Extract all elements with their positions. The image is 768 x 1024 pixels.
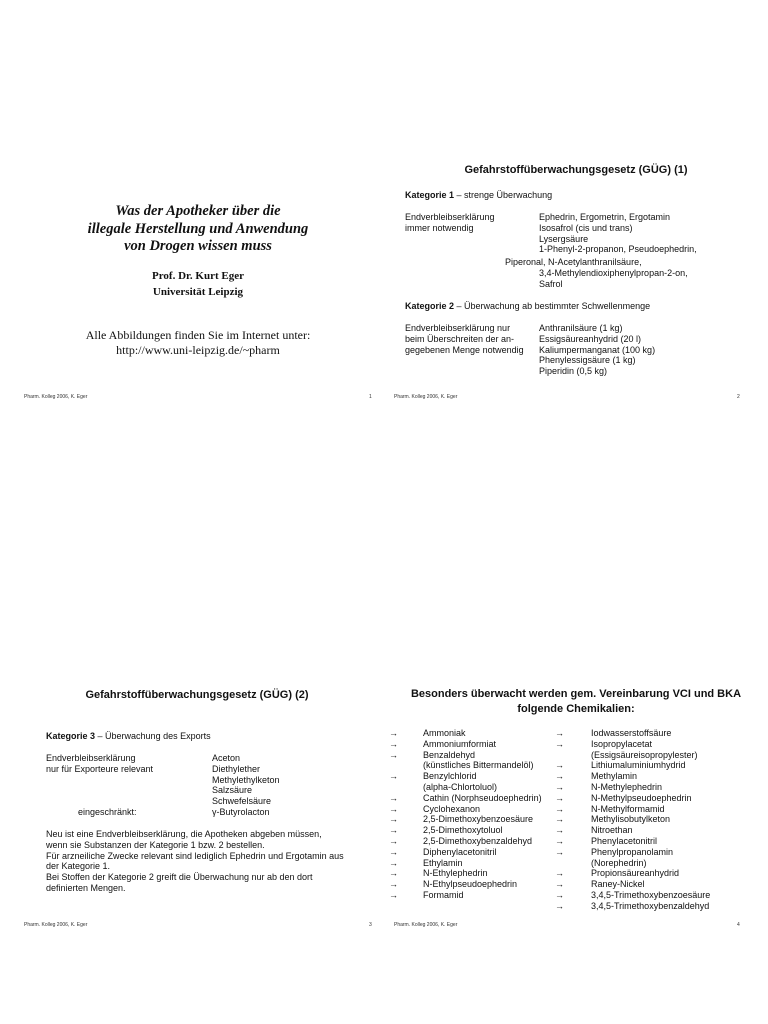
restricted-label: eingeschränkt: bbox=[78, 807, 137, 817]
substance-line: Ephedrin, Ergometrin, Ergotamin bbox=[539, 212, 671, 222]
substance-line: 1-Phenyl-2-propanon, Pseudoephedrin, bbox=[539, 244, 697, 255]
substance-line: Salzsäure bbox=[212, 785, 253, 796]
chemical-name: Cyclohexanon bbox=[423, 803, 481, 814]
requirement-line: Endverbleibserklärung bbox=[46, 753, 136, 763]
page-number: 2 bbox=[737, 394, 740, 400]
footer-left: Pharm. Kolleg 2006, K. Eger bbox=[24, 394, 88, 400]
arrow-icon: → bbox=[555, 803, 564, 814]
category-label: Kategorie 1 bbox=[405, 190, 455, 200]
requirement-line: nur für Exporteure relevant bbox=[46, 763, 154, 774]
slide-4-heading-line-2: folgende Chemikalien: bbox=[517, 703, 635, 715]
paragraph-line: Bei Stoffen der Kategorie 2 greift die Überwachung nur ab den dort bbox=[46, 872, 313, 883]
category-2-substances bbox=[539, 323, 655, 377]
category-description: – strenge Überwachung bbox=[454, 190, 553, 200]
slide-4-heading-line-1: Besonders überwacht werden gem. Vereinbarung VCI und BKA bbox=[410, 688, 742, 700]
substance-line: Piperonal, N-Acetylanthranilsäure, bbox=[505, 257, 642, 267]
chemical-name: Raney-Nickel bbox=[591, 879, 645, 890]
chemical-name: Ammoniumformiat bbox=[423, 738, 497, 749]
slide-3-heading: Gefahrstoffüberwachungsgesetz (GÜG) (2) bbox=[85, 689, 309, 701]
paragraph-line: der Kategorie 1. bbox=[46, 861, 111, 872]
chemical-name: (künstliches Bittermandelöl) bbox=[423, 760, 534, 771]
substance-line: 3,4-Methylendioxiphenylpropan-2-on, bbox=[539, 268, 688, 278]
page-number: 3 bbox=[369, 922, 372, 928]
requirement-line: Endverbleibserklärung nur bbox=[405, 323, 511, 333]
arrow-icon: → bbox=[389, 749, 398, 760]
page-number: 1 bbox=[369, 394, 372, 400]
slide-1 bbox=[0, 0, 384, 410]
chemical-name: Isopropylacetat bbox=[591, 738, 653, 749]
requirement-line: immer notwendig bbox=[405, 222, 474, 233]
chemical-name: Propionsäureanhydrid bbox=[591, 868, 680, 879]
paragraph-line: wenn sie Substanzen der Kategorie 1 bzw. 2 bestellen. bbox=[46, 839, 265, 850]
category-label: Kategorie 3 bbox=[46, 731, 96, 741]
arrow-icon: → bbox=[389, 825, 398, 836]
arrow-icon: → bbox=[389, 728, 398, 738]
chemical-name: N-Methylpseudoephedrin bbox=[591, 792, 692, 803]
chemical-name: N-Ethylpseudoephedrin bbox=[423, 879, 518, 890]
chemical-name: Cathin (Norphseudoephedrin) bbox=[423, 792, 542, 803]
arrow-icon: → bbox=[389, 803, 398, 814]
chemical-name: Benzylchlorid bbox=[423, 771, 477, 782]
arrow-icon: → bbox=[555, 879, 564, 890]
chemical-name: N-Methylformamid bbox=[591, 803, 665, 814]
paragraph-line: Für arzneiliche Zwecke relevant sind lediglich Ephedrin und Ergotamin aus bbox=[46, 850, 344, 861]
substance-line: Isosafrol (cis und trans) bbox=[539, 222, 633, 233]
category-3-requirement bbox=[46, 753, 153, 775]
chemical-name: N-Ethylephedrin bbox=[423, 868, 488, 879]
arrow-icon: → bbox=[555, 760, 564, 771]
substance-line: Essigsäureanhydrid (20 l) bbox=[539, 333, 642, 344]
substance-line: Phenylessigsäure (1 kg) bbox=[539, 355, 636, 366]
category-3-title bbox=[46, 731, 211, 742]
arrow-icon: → bbox=[555, 728, 564, 738]
slide-3 bbox=[0, 640, 384, 940]
arrow-icon: → bbox=[555, 782, 564, 792]
chemical-name: Nitroethan bbox=[591, 825, 633, 836]
category-2-title bbox=[405, 301, 650, 312]
substance-line: Kaliumpermanganat (100 kg) bbox=[539, 344, 656, 355]
arrow-icon: → bbox=[555, 836, 564, 846]
slide-1-title bbox=[30, 203, 366, 256]
requirement-line: gegebenen Menge notwendig bbox=[405, 344, 524, 355]
chemical-name: (alpha-Chlortoluol) bbox=[423, 782, 498, 792]
chemical-name: 3,4,5-Trimethoxybenzaldehyd bbox=[591, 900, 710, 911]
category-1-title bbox=[405, 190, 552, 201]
page-number: 4 bbox=[737, 922, 740, 928]
chemical-name: Methylamin bbox=[591, 771, 638, 782]
substance-line: Diethylether bbox=[212, 763, 261, 774]
chemical-name: 2,5-Dimethoxytoluol bbox=[423, 825, 503, 836]
chemical-name: Formamid bbox=[423, 890, 464, 900]
slide-2-heading: Gefahrstoffüberwachungsgesetz (GÜG) (1) bbox=[464, 164, 688, 176]
slide-4 bbox=[384, 640, 768, 940]
arrow-icon: → bbox=[389, 792, 398, 803]
title-line: Was der Apotheker über die bbox=[115, 203, 281, 219]
category-1-substances bbox=[539, 212, 697, 255]
substance-line: Schwefelsäure bbox=[212, 796, 272, 807]
explanation-paragraph bbox=[46, 829, 344, 894]
author-name: Prof. Dr. Kurt Eger bbox=[152, 270, 244, 282]
arrow-icon: → bbox=[555, 868, 564, 879]
substance-line: Lysergsäure bbox=[539, 233, 589, 244]
chemical-name: Methylisobutylketon bbox=[591, 814, 671, 825]
arrow-icon: → bbox=[555, 900, 564, 911]
footer-left: Pharm. Kolleg 2006, K. Eger bbox=[394, 394, 458, 400]
paragraph-line: Neu ist eine Endverbleibserklärung, die Apotheken abgeben müssen, bbox=[46, 829, 322, 839]
chemical-name: Iodwasserstoffsäure bbox=[591, 728, 672, 738]
arrow-icon: → bbox=[555, 846, 564, 857]
arrow-icon: → bbox=[555, 792, 564, 803]
arrow-icon: → bbox=[389, 846, 398, 857]
substance-line: Aceton bbox=[212, 753, 241, 763]
chemical-name: 3,4,5-Trimethoxybenzoesäure bbox=[591, 890, 711, 900]
online-url: http://www.uni-leipzig.de/~pharm bbox=[116, 343, 280, 357]
online-note: Alle Abbildungen finden Sie im Internet unter: bbox=[85, 328, 311, 342]
arrow-icon: → bbox=[555, 771, 564, 782]
institution-name: Universität Leipzig bbox=[152, 286, 244, 298]
chemical-name: Phenylacetonitril bbox=[591, 836, 658, 846]
chemical-name: 2,5-Dimethoxybenzoesäure bbox=[423, 814, 534, 825]
arrow-icon: → bbox=[389, 814, 398, 825]
substance-line: γ-Butyrolacton bbox=[212, 806, 270, 817]
requirement-line: beim Überschreiten der an- bbox=[405, 333, 515, 344]
arrow-icon: → bbox=[389, 857, 398, 868]
chemical-name: Phenylpropanolamin bbox=[591, 846, 674, 857]
chemical-name: 2,5-Dimethoxybenzaldehyd bbox=[423, 836, 533, 846]
chemical-name: (Essigsäureisopropylester) bbox=[591, 749, 698, 760]
arrow-icon: → bbox=[555, 738, 564, 749]
substance-line: Methylethylketon bbox=[212, 774, 280, 785]
chemical-name: Ethylamin bbox=[423, 857, 463, 868]
chemical-name: N-Methylephedrin bbox=[591, 782, 663, 792]
arrow-icon: → bbox=[555, 825, 564, 836]
substance-line: Anthranilsäure (1 kg) bbox=[539, 323, 623, 333]
arrow-icon: → bbox=[555, 890, 564, 900]
paragraph-line: definierten Mengen. bbox=[46, 882, 126, 893]
category-1-substances-continued bbox=[539, 268, 688, 290]
title-line: von Drogen wissen muss bbox=[124, 238, 272, 254]
category-1-requirement bbox=[405, 212, 495, 234]
requirement-line: Endverbleibserklärung bbox=[405, 212, 495, 222]
chemical-name: Benzaldehyd bbox=[423, 749, 476, 760]
chemical-name: Lithiumaluminiumhydrid bbox=[591, 760, 686, 771]
chemical-name: Ammoniak bbox=[423, 728, 466, 738]
chemical-name: (Norephedrin) bbox=[591, 857, 647, 868]
category-3-substances bbox=[212, 753, 280, 818]
category-description: – Überwachung ab bestimmter Schwellenmenge bbox=[454, 301, 651, 311]
category-2-requirement bbox=[405, 323, 524, 355]
arrow-icon: → bbox=[389, 771, 398, 782]
category-description: – Überwachung des Exports bbox=[95, 731, 211, 741]
substance-line: Safrol bbox=[539, 278, 563, 289]
arrow-icon: → bbox=[389, 868, 398, 879]
arrow-icon: → bbox=[555, 814, 564, 825]
arrow-icon: → bbox=[389, 738, 398, 749]
slide-2 bbox=[384, 0, 768, 410]
footer-left: Pharm. Kolleg 2006, K. Eger bbox=[394, 922, 458, 928]
footer-left: Pharm. Kolleg 2006, K. Eger bbox=[24, 922, 88, 928]
arrow-icon: → bbox=[389, 879, 398, 890]
chemical-name: Diphenylacetonitril bbox=[423, 846, 497, 857]
substance-line: Piperidin (0,5 kg) bbox=[539, 366, 608, 377]
arrow-icon: → bbox=[389, 836, 398, 846]
category-label: Kategorie 2 bbox=[405, 301, 455, 311]
title-line: illegale Herstellung und Anwendung bbox=[87, 220, 309, 237]
arrow-icon: → bbox=[389, 890, 398, 900]
